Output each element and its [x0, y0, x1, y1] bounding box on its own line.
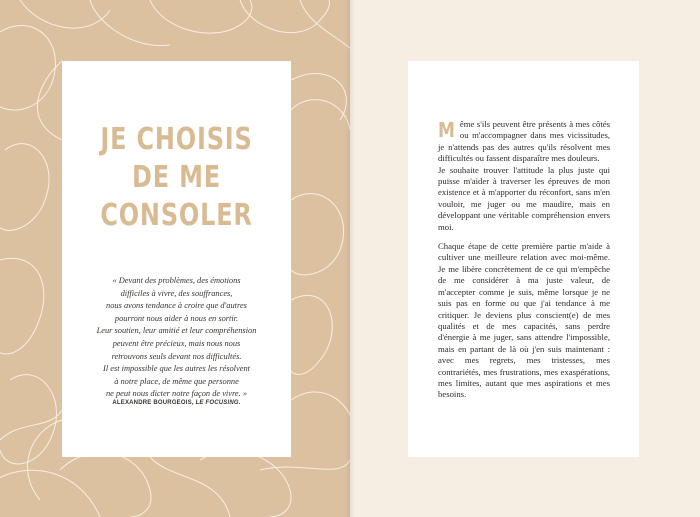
- title-line: CONSOLER: [100, 198, 253, 233]
- quote-line: « Devant des problèmes, des émotions: [112, 276, 241, 285]
- quote-attribution: [62, 400, 291, 406]
- attribution-book: LE FOCUSING.: [195, 400, 241, 406]
- right-page: [350, 0, 700, 517]
- epigraph-quote: [68, 275, 285, 401]
- quote-line: peuvent être précieux, mais nous nous: [112, 338, 241, 348]
- quote-line: difficiles à vivre, des souffrances,: [120, 288, 233, 298]
- paragraph-3: Chaque étape de cette première partie m'aide à cultiver une meilleure relation avec moi-même. Je me libère concrètement de ce qui m'empêche de me considérer à ma juste valeur, de m'accepter comme je suis, même lorsque je ne suis pas en forme ou que j'ai tendance à me critiquer. Je deviens plus conscient(e) de mes qualités et de mes capacités, sans perdre d'énergie à me juger, sans attendre l'impossible, mais en partant de là où j'en suis maintenant : avec mes regrets, mes tristesses, mes contrariétés, mes frustrations, mes exaspérations, mes limites, autant que mes aspirations et mes besoins.: [438, 241, 610, 400]
- quote-line: Il est impossible que les autres les résolvent: [103, 364, 250, 374]
- attribution-author: ALEXANDRE BOURGEOIS,: [112, 400, 194, 406]
- quote-card: [62, 61, 291, 457]
- drop-cap: M: [438, 118, 455, 142]
- quote-line: nous avons tendance à croire que d'autres: [106, 301, 247, 311]
- text-card: [408, 61, 639, 457]
- chapter-title: [85, 121, 268, 235]
- book-gutter: [345, 0, 355, 517]
- body-text: [438, 119, 610, 401]
- paragraph-1-text: ême s'ils peuvent être présents à mes côtés ou m'accompagner dans mes vicissitudes, je n'attends pas des autres qu'ils résolvent mes difficultés ou fassent disparaître mes douleurs.: [438, 119, 610, 164]
- quote-line: Leur soutien, leur amitié et leur compréhension: [96, 326, 257, 336]
- title-line: JE CHOISIS: [100, 122, 253, 157]
- quote-line: retrouvons seuls devant nos difficultés.: [111, 351, 242, 361]
- quote-line: à notre place, de même que personne: [114, 376, 239, 386]
- paragraph-1: [438, 119, 610, 165]
- paragraph-2: Je souhaite trouver l'attitude la plus juste qui puisse m'aider à traverser les épreuves de mon existence et à m'apporter du réconfort, sans m'en vouloir, me juger ou me maudire, mais en développant une véritable compréhension envers moi.: [438, 164, 610, 232]
- title-line: DE ME: [132, 160, 221, 195]
- quote-line: ne peut nous dicter notre façon de vivre. »: [105, 389, 248, 399]
- quote-line: pourront nous aider à nous en sortir.: [114, 313, 239, 323]
